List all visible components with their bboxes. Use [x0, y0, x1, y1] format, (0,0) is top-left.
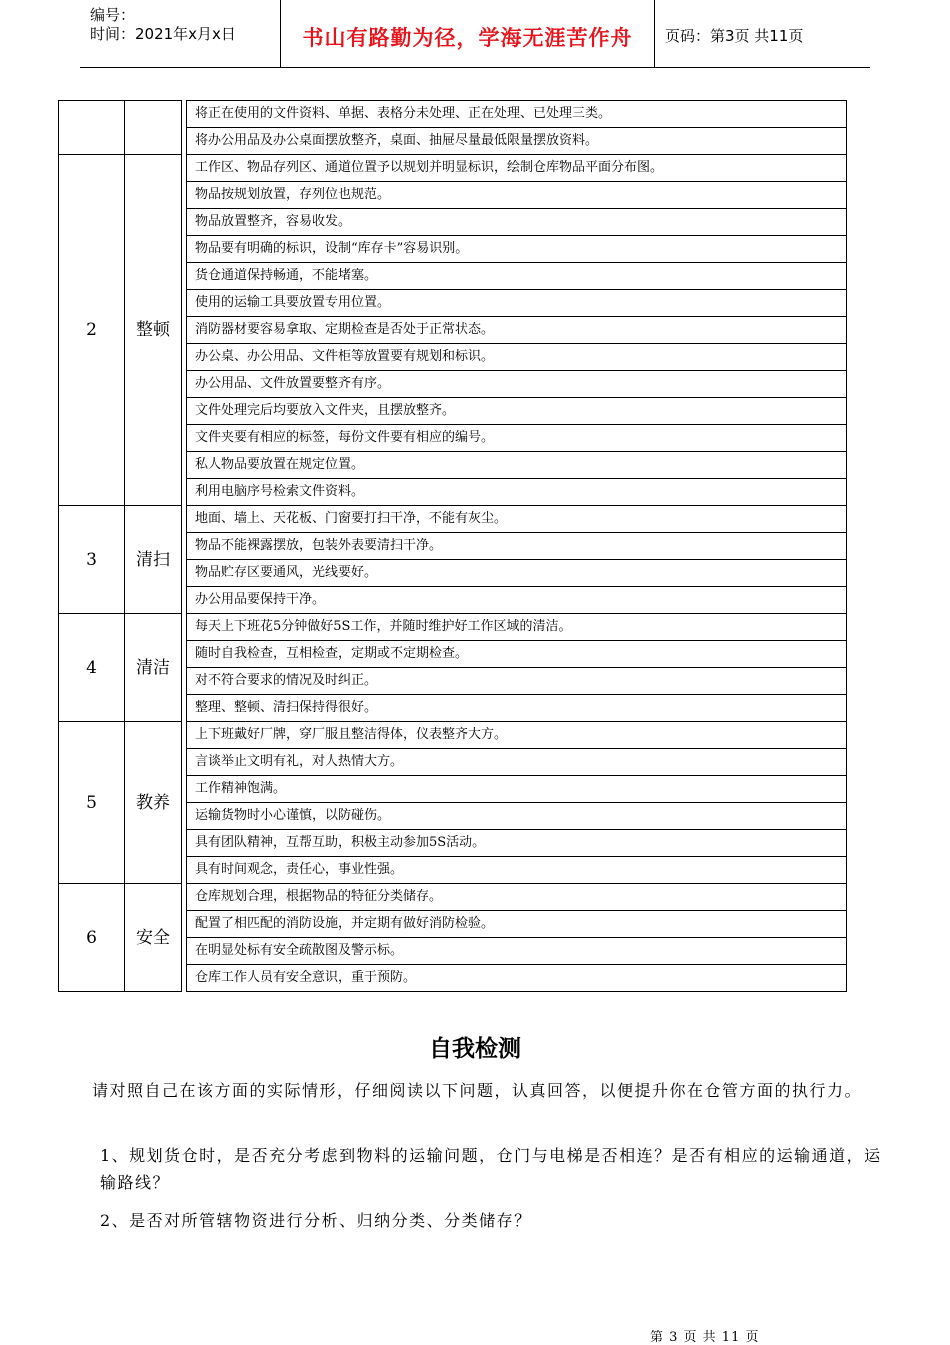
item-cell: 配置了相匹配的消防设施，并定期有做好消防检验。 [187, 911, 847, 938]
group-category-cell: 安全 [125, 884, 182, 992]
group-category-cell: 清洁 [125, 614, 182, 722]
item-cell: 物品贮存区要通风，光线要好。 [187, 560, 847, 587]
header-page-number: 页码：第3页 共11页 [665, 27, 804, 45]
item-cell: 具有时间观念，责任心，事业性强。 [187, 857, 847, 884]
item-cell: 私人物品要放置在规定位置。 [187, 452, 847, 479]
item-cell: 每天上下班花5分钟做好5S工作，并随时维护好工作区域的清洁。 [187, 614, 847, 641]
page-footer: 第 3 页 共 11 页 [650, 1330, 760, 1345]
header-right-cell [655, 0, 870, 67]
item-cell: 消防器材要容易拿取、定期检查是否处于正常状态。 [187, 317, 847, 344]
item-cell: 物品不能裸露摆放，包装外表要清扫干净。 [187, 533, 847, 560]
table-row [59, 506, 847, 533]
group-category-cell: 教养 [125, 722, 182, 884]
item-cell: 文件处理完后均要放入文件夹，且摆放整齐。 [187, 398, 847, 425]
group-number-cell: 2 [59, 155, 125, 506]
item-cell: 使用的运输工具要放置专用位置。 [187, 290, 847, 317]
time-label: 时间：2021年x月x日 [90, 25, 236, 43]
header-left-cell [80, 0, 281, 67]
item-cell: 货仓通道保持畅通，不能堵塞。 [187, 263, 847, 290]
page-header [80, 0, 870, 68]
item-cell: 仓库规划合理，根据物品的特征分类储存。 [187, 884, 847, 911]
item-cell: 文件夹要有相应的标签，每份文件要有相应的编号。 [187, 425, 847, 452]
5s-standards-table [58, 100, 847, 992]
item-cell: 工作精神饱满。 [187, 776, 847, 803]
item-cell: 随时自我检查，互相检查，定期或不定期检查。 [187, 641, 847, 668]
item-cell: 办公用品要保持干净。 [187, 587, 847, 614]
question-1: 1、规划货仓时，是否充分考虑到物料的运输问题，仓门与电梯是否相连？是否有相应的运输通道，运输路线？ [100, 1146, 882, 1192]
table-row [59, 101, 847, 128]
item-cell: 上下班戴好厂牌，穿厂服且整洁得体，仪表整齐大方。 [187, 722, 847, 749]
item-cell: 整理、整顿、清扫保持得很好。 [187, 695, 847, 722]
group-number-cell: 3 [59, 506, 125, 614]
item-cell: 对不符合要求的情况及时纠正。 [187, 668, 847, 695]
item-cell: 物品要有明确的标识，设制“库存卡”容易识别。 [187, 236, 847, 263]
group-number-cell: 4 [59, 614, 125, 722]
group-number-cell: 6 [59, 884, 125, 992]
question-2: 2、是否对所管辖物资进行分析、归纳分类、分类储存？ [100, 1211, 532, 1230]
table-row [59, 884, 847, 911]
header-center-cell [281, 0, 655, 67]
header-motto: 书山有路勤为径，学海无涯苦作舟 [302, 26, 633, 50]
group-category-cell: 清扫 [125, 506, 182, 614]
item-cell: 物品放置整齐，容易收发。 [187, 209, 847, 236]
section-intro: 请对照自己在该方面的实际情形，仔细阅读以下问题，认真回答，以便提升你在仓管方面的执行力。 [92, 1081, 863, 1100]
section-title: 自我检测 [429, 1036, 521, 1062]
item-cell: 将正在使用的文件资料、单据、表格分未处理、正在处理、已处理三类。 [187, 101, 847, 128]
item-cell: 办公桌、办公用品、文件柜等放置要有规划和标识。 [187, 344, 847, 371]
item-cell: 运输货物时小心谨慎，以防碰伤。 [187, 803, 847, 830]
group-category-cell: 整顿 [125, 155, 182, 506]
item-cell: 利用电脑序号检索文件资料。 [187, 479, 847, 506]
table-row [59, 155, 847, 182]
serial-label: 编号： [90, 6, 136, 24]
item-cell: 言谈举止文明有礼，对人热情大方。 [187, 749, 847, 776]
item-cell: 地面、墙上、天花板、门窗要打扫干净，不能有灰尘。 [187, 506, 847, 533]
table-row [59, 614, 847, 641]
group-category-cell [125, 101, 182, 155]
item-cell: 将办公用品及办公桌面摆放整齐，桌面、抽屉尽量最低限量摆放资料。 [187, 128, 847, 155]
item-cell: 工作区、物品存列区、通道位置予以规划并明显标识，绘制仓库物品平面分布图。 [187, 155, 847, 182]
item-cell: 物品按规划放置，存列位也规范。 [187, 182, 847, 209]
group-number-cell: 5 [59, 722, 125, 884]
table-row [59, 722, 847, 749]
group-number-cell [59, 101, 125, 155]
item-cell: 仓库工作人员有安全意识，重于预防。 [187, 965, 847, 992]
item-cell: 办公用品、文件放置要整齐有序。 [187, 371, 847, 398]
item-cell: 具有团队精神，互帮互助，积极主动参加5S活动。 [187, 830, 847, 857]
item-cell: 在明显处标有安全疏散图及警示标。 [187, 938, 847, 965]
